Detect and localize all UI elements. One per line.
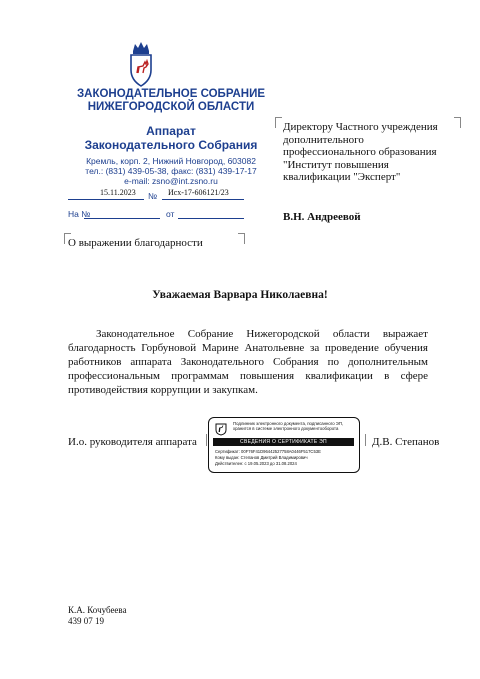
org-name-line1: ЗАКОНОДАТЕЛЬНОЕ СОБРАНИЕ xyxy=(76,88,266,100)
executor-phone: 439 07 19 xyxy=(68,616,104,626)
addressee-corner-tl xyxy=(275,117,282,128)
stamp-owner: Кому выдан: Степанов Дмитрий Владимирович xyxy=(215,455,308,460)
signatory-position: И.о. руководителя аппарата xyxy=(68,436,197,448)
greeting: Уважаемая Варвара Николаевна! xyxy=(152,289,328,301)
stamp-title-bar: СВЕДЕНИЯ О СЕРТИФИКАТЕ ЭП xyxy=(213,438,354,446)
signatory-name: Д.В. Степанов xyxy=(372,436,440,448)
subject-corner-tr xyxy=(238,233,245,244)
sig-corner-r xyxy=(365,434,370,446)
sig-corner-l xyxy=(202,434,207,446)
reply-date-label: от xyxy=(166,209,175,219)
addressee-line: "Институт повышения xyxy=(283,158,389,171)
number-label: № xyxy=(148,191,158,201)
letter-body: Законодательное Собрание Нижегородской области выражает благодарность Горбуновой Марине Анатольевне за проведение обучения работников аппарата Законодательного Собрания по дополнительным профессиональным программам повышения квалификации в сфере противодействия коррупции и закупкам. xyxy=(68,328,428,396)
org-email: e-mail: zsno@int.zsno.ru xyxy=(124,176,218,186)
addressee-block xyxy=(283,121,453,184)
executor-name: К.А. Кочубеева xyxy=(68,605,127,615)
outgoing-number: Исх-17-606121/23 xyxy=(168,188,229,197)
stamp-certificate: Сертификат: 00F76F41D96442527758A0446F517C53E xyxy=(215,449,321,454)
addressee-line: дополнительного xyxy=(283,133,364,146)
addressee-line: профессионального образования xyxy=(283,146,437,158)
apparatus-line1: Аппарат xyxy=(146,124,196,138)
org-address: Кремль, корп. 2, Нижний Новгород, 603082 xyxy=(86,156,256,166)
reply-to-number-label: На № xyxy=(68,209,91,219)
outgoing-date: 15.11.2023 xyxy=(100,188,136,197)
coat-of-arms-icon xyxy=(128,42,154,88)
apparatus-line2: Законодательного Собрания xyxy=(84,138,258,152)
addressee-corner-tr xyxy=(454,117,461,128)
letter-subject: О выражении благодарности xyxy=(68,237,203,249)
reply-number-underline xyxy=(84,218,160,219)
reply-date-underline xyxy=(178,218,244,219)
org-phones: тел.: (831) 439-05-38, факс: (831) 439-17-17 xyxy=(85,166,257,176)
stamp-validity: Действителен: с 19.05.2023 до 31.08.2024 xyxy=(215,461,297,466)
date-underline xyxy=(68,199,144,200)
org-name-line2: НИЖЕГОРОДСКОЙ ОБЛАСТИ xyxy=(87,101,255,113)
addressee-name: В.Н. Андреевой xyxy=(283,211,361,223)
addressee-line: Директору Частного учреждения xyxy=(283,121,438,133)
addressee-line: квалификации "Эксперт" xyxy=(283,171,401,183)
e-signature-stamp xyxy=(208,417,360,473)
number-underline xyxy=(162,199,244,200)
stamp-emblem-icon xyxy=(214,422,228,436)
stamp-header-text: Подлинник электронного документа, подписанного ЭП, хранится в системе электронного документооборота xyxy=(233,421,344,431)
